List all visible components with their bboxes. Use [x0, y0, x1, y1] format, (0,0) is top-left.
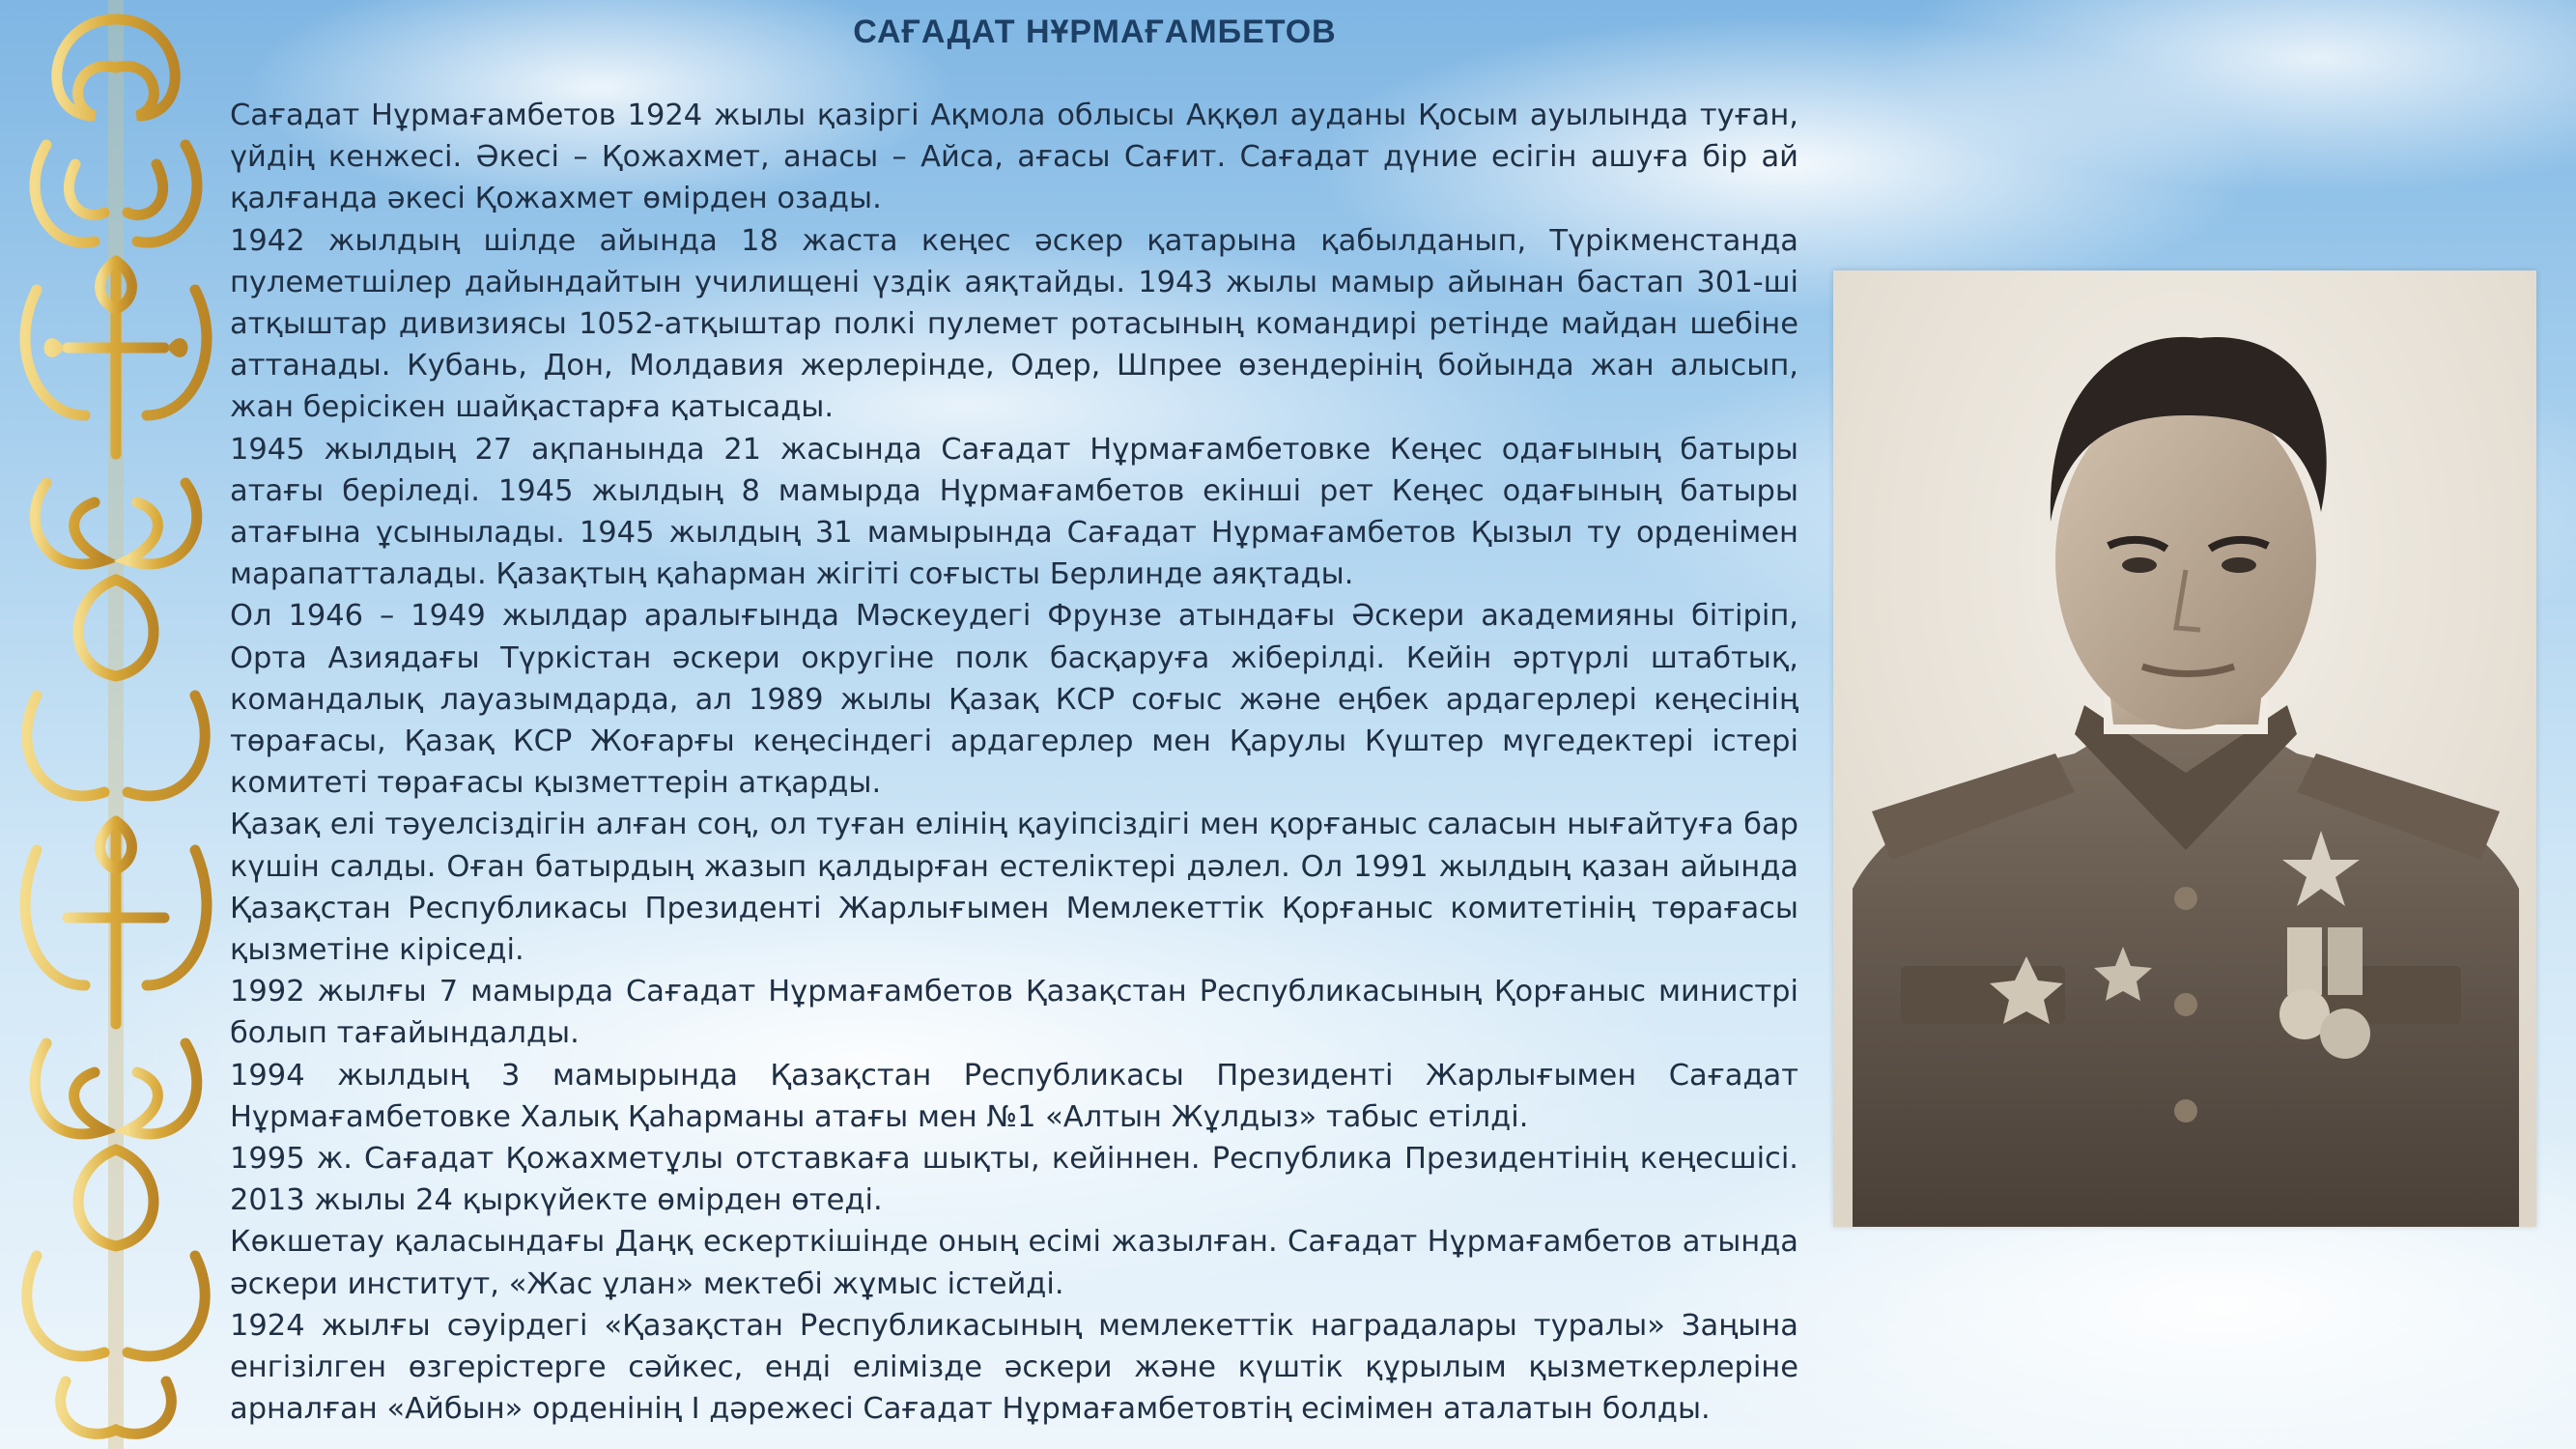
- bio-paragraph: Қазақ елі тәуелсіздігін алған соң, ол туған елінің қауіпсіздігі мен қорғаныс саласын нығайтуға бар күшін салды. Оған батырдың жазып қалдырған естеліктері дәлел. Ол 1991 жылдың қазан айында Қазақстан Республикасы Президенті Жарлығымен Мемлекеттік Қорғаныс комитетінің төрағасы қызметіне кіріседі.: [230, 808, 1798, 968]
- bio-paragraph: 1942 жылдың шілде айында 18 жаста кеңес әскер қатарына қабылданып, Түрікменстанда пулеметшілер дайындайтын училищені үздік аяқтайды. 1943 жылы мамыр айынан бастап 301-ші атқыштар дивизиясы 1052-атқыштар полкі пулемет ротасының командирі ретінде майдан шебіне аттанады. Кубань, Дон, Молдавия жерлерінде, Одер, Шпрее өзендерінің бойында жан алысып, жан берісiкен шайқастарға қатысады.: [230, 223, 1798, 425]
- bio-paragraph: 1995 ж. Сағадат Қожахметұлы отставкаға шықты, кейіннен. Республика Президентінің кеңесшісі. 2013 жылы 24 қыркүйекте өмірден өтеді.: [230, 1142, 1798, 1218]
- decorative-ornament: [8, 0, 228, 1449]
- bio-paragraph: Ол 1946 – 1949 жылдар аралығында Мәскеудегі Фрунзе атындағы Әскери академияны бітіріп, Орта Азиядағы Түркістан әскери округіне полк басқаруға жіберілді. Кейін әртүрлі штабтық, командалық лауазымдарда, ал 1989 жылы Қазақ КСР соғыс және еңбек ардагерлері кеңесінің төрағасы, Қазақ КСР Жоғарғы кеңесіндегі ардагерлер мен Қарулы Күштер мүгедектері істері комитеті төрағасы қызметтерін атқарды.: [230, 599, 1798, 801]
- bio-paragraph: 1945 жылдың 27 ақпанында 21 жасында Сағадат Нұрмағамбетовке Кеңес одағының батыры атағы беріледі. 1945 жылдың 8 мамырда Нұрмағамбетов екінші рет Кеңес одағының батыры атағына ұсынылады. 1945 жылдың 31 мамырында Сағадат Нұрмағамбетов Қызыл ту орденімен марапатталады. Қазақтың қаһарман жігіті соғысты Берлинде аяқтады.: [230, 432, 1798, 592]
- portrait-photo: [1833, 270, 2536, 1227]
- bio-paragraph: 1992 жылғы 7 мамырда Сағадат Нұрмағамбетов Қазақстан Республикасының Қорғаныс министрі болып тағайындалды.: [230, 975, 1798, 1051]
- bio-paragraph: Көкшетау қаласындағы Даңқ ескерткішінде оның есімі жазылған. Сағадат Нұрмағамбетов атында әскери институт, «Жас ұлан» мектебі жұмыс істейді.: [230, 1225, 1798, 1301]
- bio-paragraph: 1924 жылғы сәуірдегі «Қазақстан Республикасының мемлекеттік наградалары туралы» Заңына енгізілген өзгерістерге сәйкес, енді елімізде әскери және күштік құрылым қызметкерлеріне арналған «Айбын» орденінің І дәрежесі Сағадат Нұрмағамбетовтің есімімен аталатын болды.: [230, 1308, 1798, 1427]
- biography-text: [230, 95, 1798, 1431]
- bio-paragraph: 1994 жылдың 3 мамырында Қазақстан Республикасы Президенті Жарлығымен Сағадат Нұрмағамбетовке Халық Қаһарманы атағы мен №1 «Алтын Жұлдыз» табыс етілді.: [230, 1058, 1798, 1134]
- page-title: САҒАДАТ НҰРМАҒАМБЕТОВ: [853, 14, 1337, 50]
- bio-paragraph: Сағадат Нұрмағамбетов 1924 жылы қазіргі Ақмола облысы Аққөл ауданы Қосым ауылында туған, үйдің кенжесі. Әкесі – Қожахмет, анасы – Айса, ағасы Сағит. Сағадат дүние есігін ашуға бір ай қалғанда әкесі Қожахмет өмірден озады.: [230, 99, 1798, 216]
